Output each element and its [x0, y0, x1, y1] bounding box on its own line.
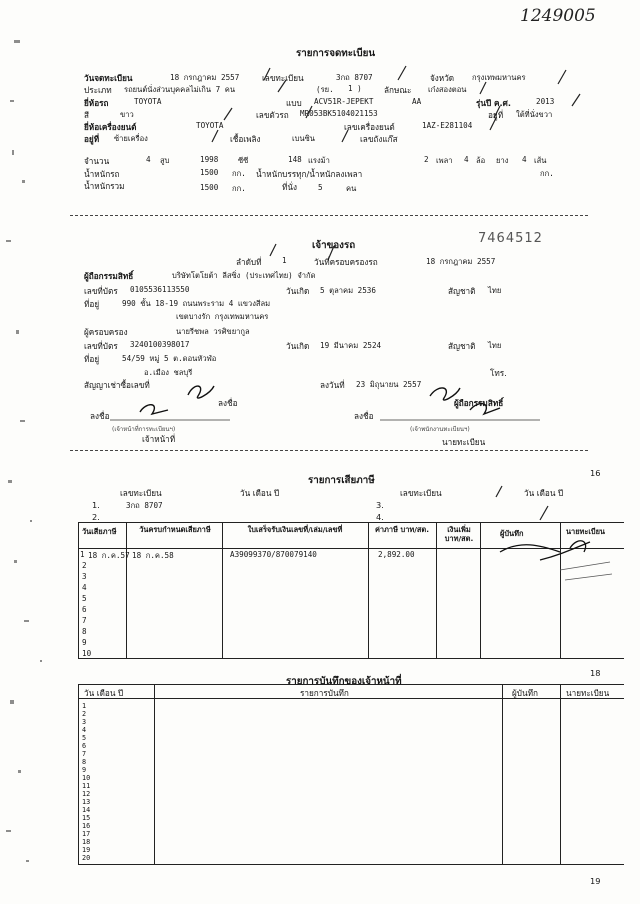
tax-header-surcharge: เงินเพิ่ม บาท/สต.: [444, 525, 474, 543]
tax-row-number: 3: [82, 572, 87, 581]
tax-row4-no: 4.: [376, 512, 384, 522]
possess-label: วันที่ครอบครองรถ: [314, 257, 378, 267]
registrar-name-note: (เจ้าพนักงานทะเบียนฯ): [410, 426, 470, 433]
officer-name-note: (เจ้าหน้าที่การทะเบียนฯ): [112, 426, 176, 433]
weight-label: น้ำหนักรถ: [84, 169, 120, 179]
tax-header-date: วันเสียภาษี: [82, 527, 117, 536]
nation2-value: ไทย: [488, 341, 502, 350]
color-label: สี: [84, 110, 89, 120]
contract-date-value: 23 มิถุนายน 2557: [356, 380, 422, 389]
tax-col-date: วัน เดือน ปี: [240, 488, 280, 498]
id-label: เลขที่บัตร: [84, 286, 118, 296]
engine-no-label: เลขเครื่องยนต์: [344, 122, 395, 132]
officer-table-top: [78, 684, 624, 685]
officer-row-number: 19: [82, 846, 91, 854]
birth-label: วันเกิด: [286, 286, 310, 296]
seat-unit: คน: [346, 184, 357, 193]
tax-entry-date: 18 ก.ค.57: [88, 551, 130, 560]
tax-header-amount: ค่าภาษี บาท/สต.: [374, 525, 430, 534]
province-value: กรุงเทพมหานคร: [472, 73, 526, 82]
year-value: 2013: [536, 97, 555, 106]
birth2-value: 19 มีนาคม 2524: [320, 341, 382, 350]
nation-value: ไทย: [488, 286, 502, 295]
load-label: น้ำหนักบรรทุก/น้ำหนักลงเพลา: [256, 169, 363, 179]
tax-title: รายการเสียภาษี: [308, 475, 375, 486]
wheel-unit: ล้อ: [476, 156, 486, 165]
tax-row2-no: 2.: [92, 512, 100, 522]
addr-value-2: เขตบางรัก กรุงเทพมหานคร: [176, 312, 269, 321]
handwritten-number: 1249005: [520, 6, 596, 26]
tax-entry-amount: 2,892.00: [378, 550, 415, 559]
addr2-value-1: 54/59 หมู่ 5 ต.ดอนหัวฬ่อ: [122, 354, 217, 363]
seat-value: 5: [318, 183, 323, 192]
id-value: 0105536113550: [130, 285, 190, 294]
tax-row-number: 10: [82, 649, 92, 658]
axle-unit: เพลา: [436, 156, 453, 165]
tax-header-recorder: ผู้บันทึก: [500, 529, 524, 538]
style-label: ลักษณะ: [384, 85, 412, 95]
officer-col-registrar: นายทะเบียน: [566, 688, 610, 698]
officer-role: เจ้าหน้าที่: [142, 434, 176, 444]
officer-col-item: รายการบันทึก: [300, 688, 349, 698]
addr2-value-2: อ.เมือง ชลบุรี: [144, 368, 193, 377]
addr-label: ที่อยู่: [84, 299, 100, 309]
officer-row-number: 17: [82, 830, 91, 838]
officer-row-number: 7: [82, 750, 87, 758]
province-label: จังหวัด: [430, 73, 455, 83]
model-value: ACV51R-JEPEKT: [314, 97, 374, 106]
officer-row-number: 10: [82, 774, 91, 782]
brand-value: TOYOTA: [134, 97, 162, 106]
officer-title: รายการบันทึกของเจ้าหน้าที่: [286, 676, 402, 687]
sign-label-3: ลงชื่อ: [354, 411, 374, 421]
fuel-value: เบนซิน: [292, 134, 315, 143]
seat-label: ที่นั่ง: [282, 182, 297, 192]
tel-label: โทร.: [490, 368, 507, 378]
tax-header-registrar: นายทะเบียน: [566, 527, 605, 536]
id2-value: 3240100398017: [130, 340, 190, 349]
nation-label: สัญชาติ: [448, 286, 476, 296]
nation2-label: สัญชาติ: [448, 341, 476, 351]
owner-title: เจ้าของรถ: [312, 240, 356, 251]
color-value: ขาว: [120, 110, 134, 119]
tire-value: 4: [522, 155, 527, 164]
kg-unit-3: กก.: [232, 184, 246, 193]
recorder-signature: [500, 542, 590, 560]
reg-date-value: 18 กรกฎาคม 2557: [170, 73, 240, 82]
registrar-role: นายทะเบียน: [442, 437, 486, 447]
officer-row-number: 15: [82, 814, 91, 822]
rn-label: (รย.: [316, 85, 334, 94]
engine-brand-value: TOYOTA: [196, 121, 224, 130]
contract-date-label: ลงวันที่: [320, 380, 345, 390]
model-suffix: AA: [412, 97, 422, 106]
officer-row-number: 18: [82, 838, 91, 846]
cc-unit: ซีซี: [238, 156, 249, 165]
reg-no-value: 3กถ 8707: [336, 73, 373, 82]
tax-header-due: วันครบกำหนดเสียภาษี: [139, 525, 211, 534]
brand-label: ยี่ห้อรถ: [84, 98, 109, 108]
page-mark-16a: 16: [590, 468, 601, 478]
kg-unit-1: กก.: [232, 169, 246, 178]
wheel-value: 4: [464, 155, 469, 164]
id2-label: เลขที่บัตร: [84, 341, 118, 351]
style-value: เก๋งสองตอน: [428, 85, 467, 94]
tax-row-number: 2: [82, 561, 87, 570]
officer-row-number: 11: [82, 782, 91, 790]
cyl-unit: สูบ: [160, 156, 170, 165]
tax-row-number: 8: [82, 627, 87, 636]
axle-value: 2: [424, 155, 429, 164]
type-value: รถยนต์นั่งส่วนบุคคลไม่เกิน 7 คน: [124, 85, 236, 94]
hp-unit: แรงม้า: [308, 156, 330, 165]
officer-row-number: 4: [82, 726, 87, 734]
chassis-label: เลขตัวรถ: [256, 110, 289, 120]
officer-header-bottom: [78, 698, 624, 699]
addr2-label: ที่อยู่: [84, 354, 100, 364]
birth-value: 5 ตุลาคม 2536: [320, 286, 376, 295]
weight-value: 1500: [200, 168, 219, 177]
owner-value: บริษัทโตโยต้า ลีสซิ่ง (ประเทศไทย) จำกัด: [172, 271, 316, 280]
page-mark-19: 19: [590, 876, 601, 886]
birth2-label: วันเกิด: [286, 341, 310, 351]
officer-row-number: 9: [82, 766, 87, 774]
engine-no-value: 1AZ-E281104: [422, 121, 473, 130]
type-label: ประเภท: [84, 85, 112, 95]
tire-unit: เส้น: [534, 156, 547, 165]
overlay-number: 7464512: [478, 231, 543, 246]
officer-row-number: 20: [82, 854, 91, 862]
tax-row-number: 1: [80, 550, 85, 559]
tax-col-regno2: เลขทะเบียน: [400, 488, 442, 498]
holder-value: นายรีชพล วรศิขยากูล: [176, 327, 250, 336]
tax-entry-due: 18 ก.ค.58: [132, 551, 174, 560]
tax-col-date2: วัน เดือน ปี: [524, 488, 564, 498]
officer-row-number: 2: [82, 710, 87, 718]
tax-row1-no: 1.: [92, 500, 100, 510]
officer-row-number: 6: [82, 742, 87, 750]
fuel-label: เชื้อเพลิง: [230, 134, 261, 144]
officer-row-number: 13: [82, 798, 91, 806]
holder-label: ผู้ครอบครอง: [84, 327, 128, 337]
reg-date-label: วันจดทะเบียน: [84, 73, 133, 83]
gas-tank-label: เลขถังแก๊ส: [360, 134, 398, 144]
engine-brand-label: ยี่ห้อเครื่องยนต์: [84, 122, 137, 132]
sign-label-2: ลงชื่อ: [90, 411, 110, 421]
officer-row-number: 5: [82, 734, 87, 742]
addr-value-1: 990 ชั้น 18-19 ถนนพระราม 4 แขวงสีลม: [122, 299, 271, 308]
count-label: จำนวน: [84, 156, 110, 166]
chassis-loc-value: ใต้ที่นั่งขวา: [516, 110, 553, 119]
cyl-value: 4: [146, 155, 151, 164]
officer-col-line: [502, 684, 503, 864]
tax-entry-receipt: A39099370/870079140: [230, 550, 317, 559]
officer-row-number: 14: [82, 806, 91, 814]
owner-role: ผู้ถือกรรมสิทธิ์: [454, 398, 504, 408]
officer-row-number: 3: [82, 718, 87, 726]
year-label: รุ่นปี ค.ศ.: [476, 98, 511, 108]
possess-value: 18 กรกฎาคม 2557: [426, 257, 496, 266]
tax-row1-value: 3กถ 8707: [126, 501, 163, 510]
officer-row-number: 16: [82, 822, 91, 830]
tax-header-receipt: ใบเสร็จรับเงินเลขที่/เล่ม/เลขที่: [247, 525, 343, 534]
officer-row-number: 12: [82, 790, 91, 798]
chassis-value: MR053BK5104021153: [300, 109, 378, 118]
model-label: แบบ: [286, 98, 302, 108]
officer-row-number: 8: [82, 758, 87, 766]
officer-col-line: [78, 684, 79, 864]
officer-table-bottom: [78, 864, 624, 865]
registration-title: รายการจดทะเบียน: [296, 48, 376, 59]
chassis-loc-label: อยู่ที่: [488, 110, 504, 120]
engine-loc-value: ซ้ายเครื่อง: [114, 134, 148, 143]
tax-row-number: 7: [82, 616, 87, 625]
page-mark-16b: 18: [590, 668, 601, 678]
owner-label: ผู้ถือกรรมสิทธิ์: [84, 271, 134, 281]
tax-row3-no: 3.: [376, 500, 384, 510]
officer-row-number: 1: [82, 702, 87, 710]
kg-unit-2: กก.: [540, 169, 554, 178]
tire-label: ยาง: [496, 156, 509, 165]
tax-row-number: 9: [82, 638, 87, 647]
hp-value: 148: [288, 155, 302, 164]
rn-value: 1 ): [348, 84, 362, 93]
engine-loc-label: อยู่ที่: [84, 134, 100, 144]
officer-col-line: [560, 684, 561, 864]
sign-label-1: ลงชื่อ: [218, 398, 238, 408]
tax-row-number: 4: [82, 583, 87, 592]
gross-label: น้ำหนักรวม: [84, 181, 125, 191]
reg-no-label: เลขทะเบียน: [262, 73, 304, 83]
contract-label: สัญญาเช่าซื้อเลขที่: [84, 380, 150, 390]
officer-col-date: วัน เดือน ปี: [84, 688, 124, 698]
tax-col-regno: เลขทะเบียน: [120, 488, 162, 498]
order-label: ลำดับที่: [236, 257, 262, 267]
cc-value: 1998: [200, 155, 219, 164]
tax-row-number: 6: [82, 605, 87, 614]
gross-value: 1500: [200, 183, 219, 192]
tax-row-number: 5: [82, 594, 87, 603]
officer-col-line: [154, 684, 155, 864]
order-value: 1: [282, 256, 287, 265]
officer-col-recorder: ผู้บันทึก: [512, 688, 538, 698]
